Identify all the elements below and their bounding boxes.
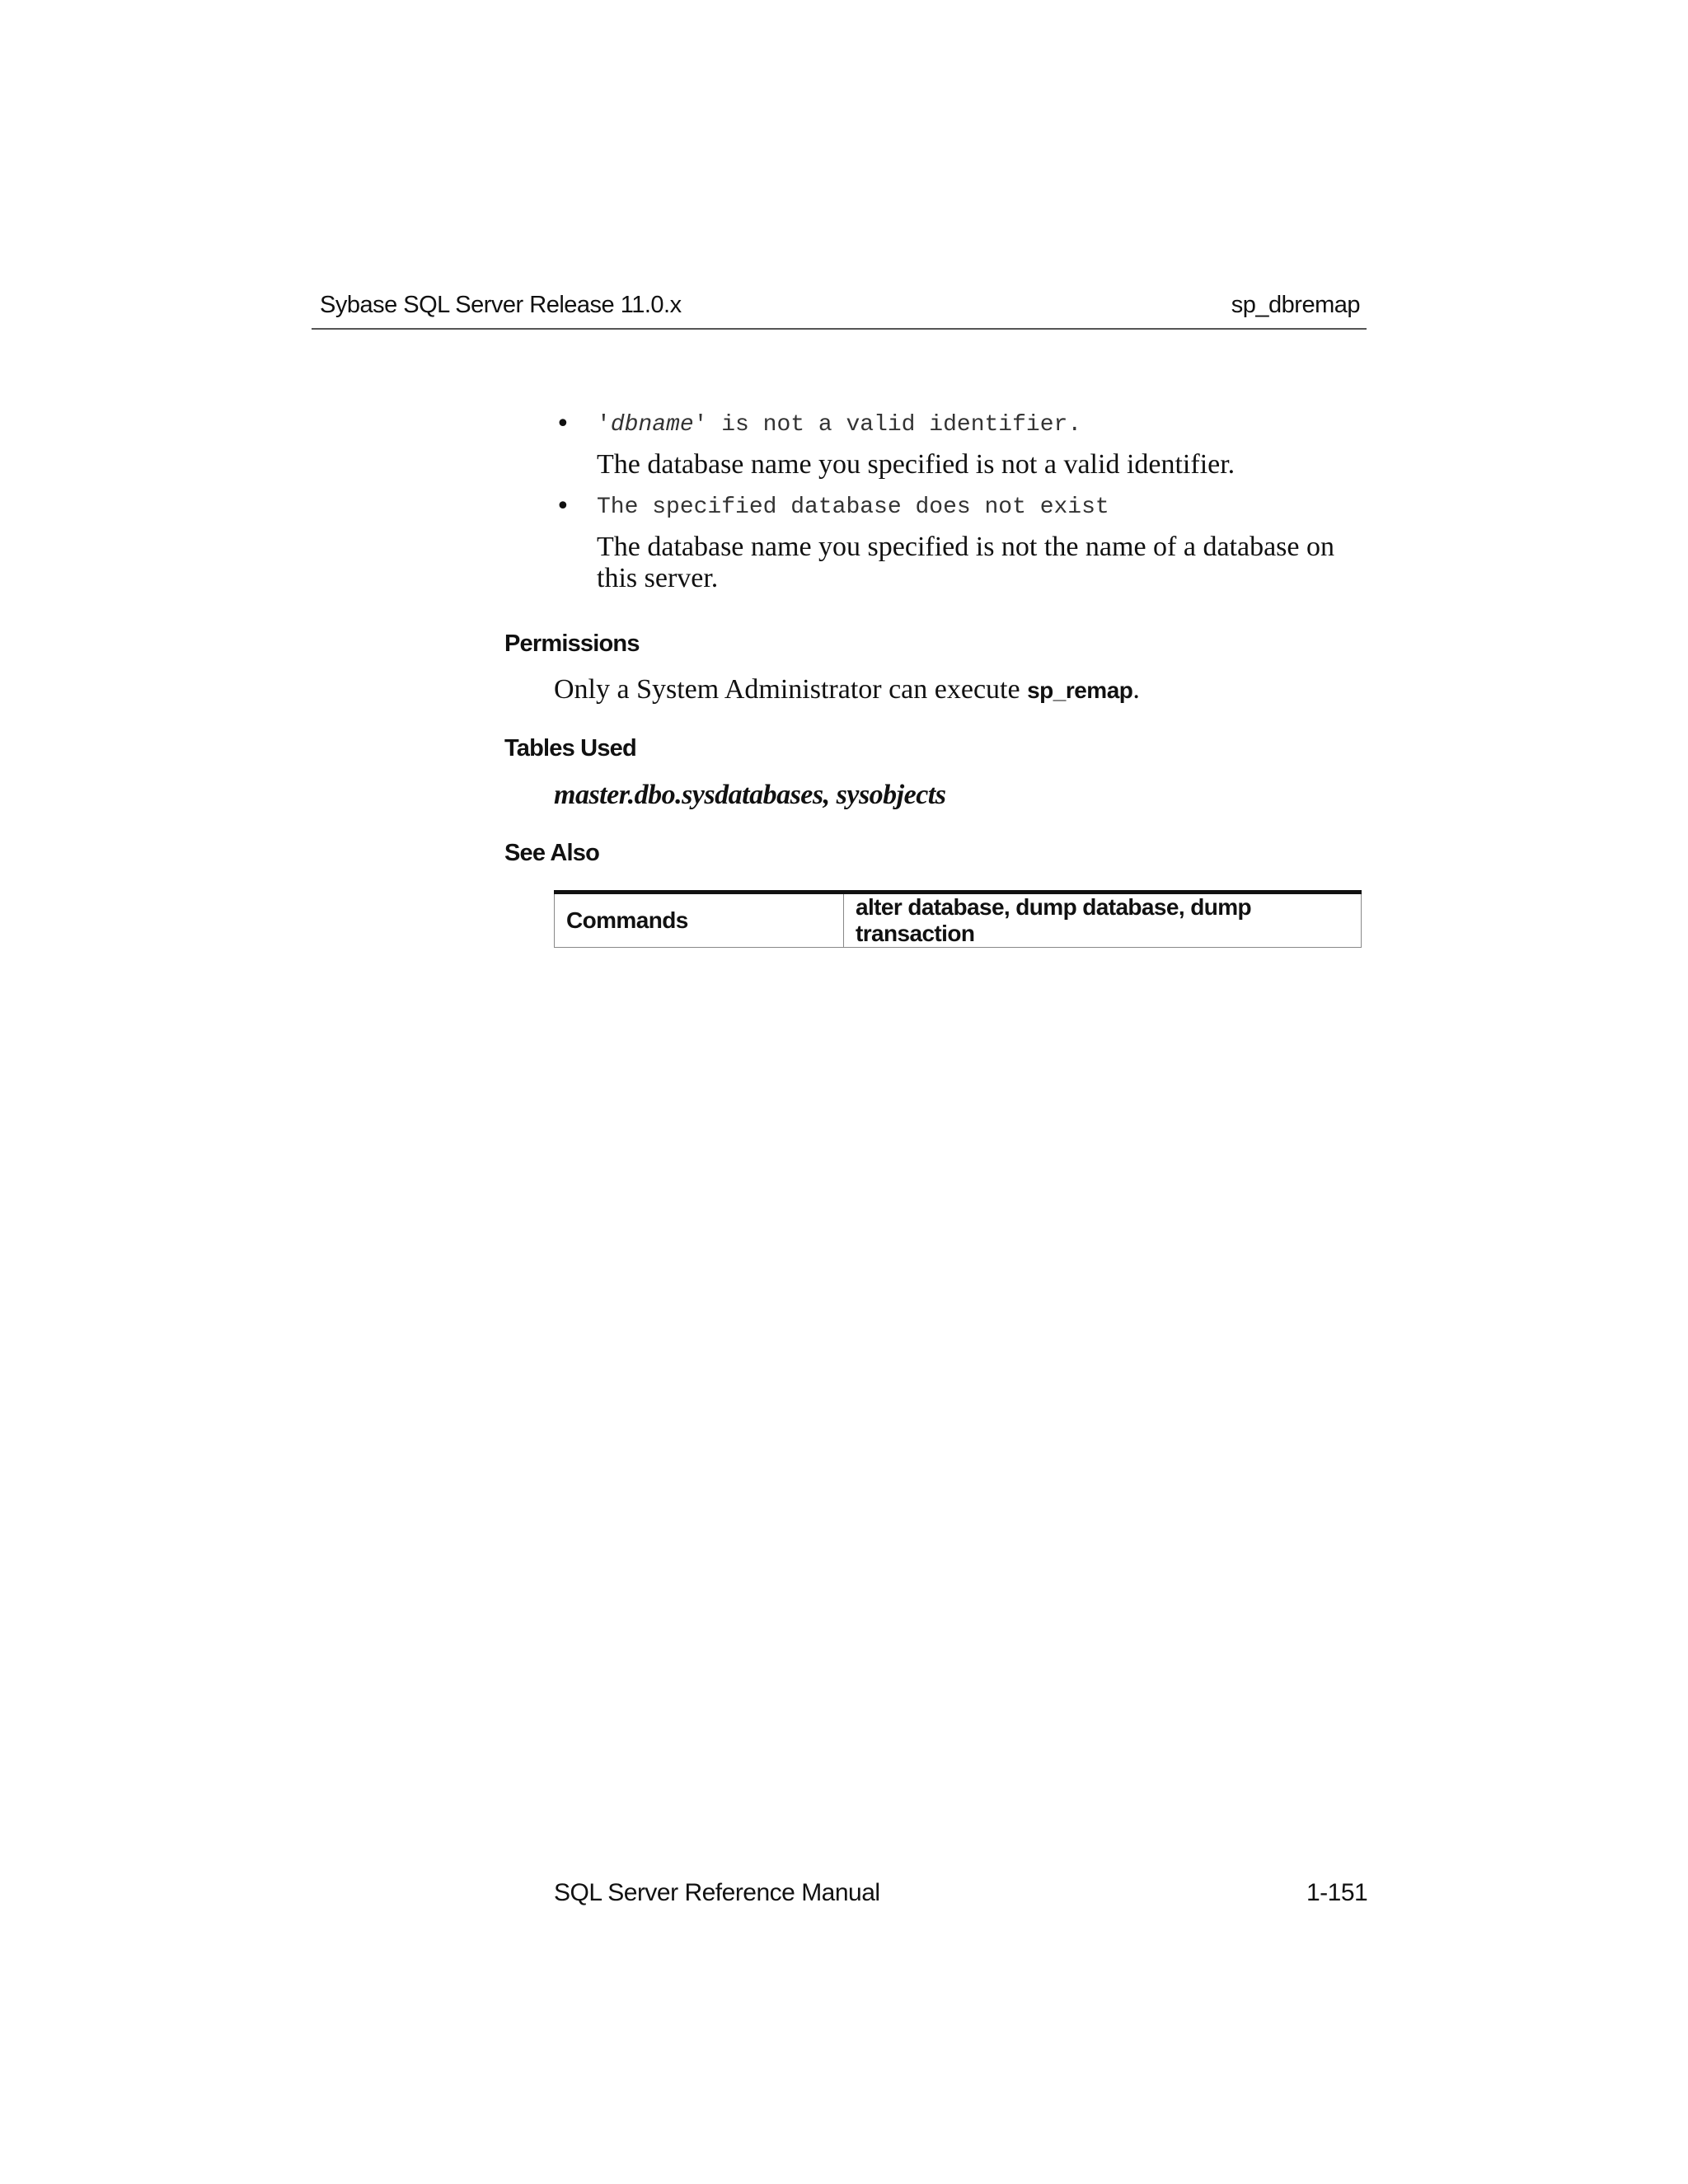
list-item	[554, 408, 1362, 480]
procedure-name: sp_remap	[1027, 677, 1133, 703]
error-message: 'dbname' is not a valid identifier.	[597, 412, 1082, 438]
footer-page-number: 1-151	[1306, 1879, 1368, 1906]
table-row	[555, 893, 1362, 948]
see-also-category: Commands	[555, 893, 844, 948]
bullet-icon: •	[556, 492, 570, 521]
see-also-items: alter database, dump database, dump transaction	[844, 893, 1362, 948]
running-header	[312, 288, 1367, 330]
message-placeholder: dbname	[610, 412, 694, 438]
error-description: The database name you specified is not a valid identifier.	[597, 449, 1236, 480]
tables-used-heading: Tables Used	[504, 735, 636, 762]
bullet-icon: •	[556, 410, 570, 438]
header-procedure-name: sp_dbremap	[1231, 292, 1360, 318]
list-item	[554, 490, 1362, 594]
permissions-heading: Permissions	[504, 630, 640, 657]
tables-used-text: master.dbo.sysdatabases, sysobjects	[554, 780, 946, 810]
see-also-table	[554, 890, 1362, 948]
error-message: The specified database does not exist	[597, 494, 1109, 520]
header-release-title: Sybase SQL Server Release 11.0.x	[320, 292, 682, 318]
footer-title: SQL Server Reference Manual	[554, 1879, 880, 1906]
permissions-text: Only a System Administrator can execute sp_remap.	[554, 674, 1140, 705]
error-message-list	[554, 408, 1362, 594]
see-also-heading: See Also	[504, 840, 600, 866]
error-description: The database name you specified is not the name of a database on this server.	[597, 532, 1334, 593]
